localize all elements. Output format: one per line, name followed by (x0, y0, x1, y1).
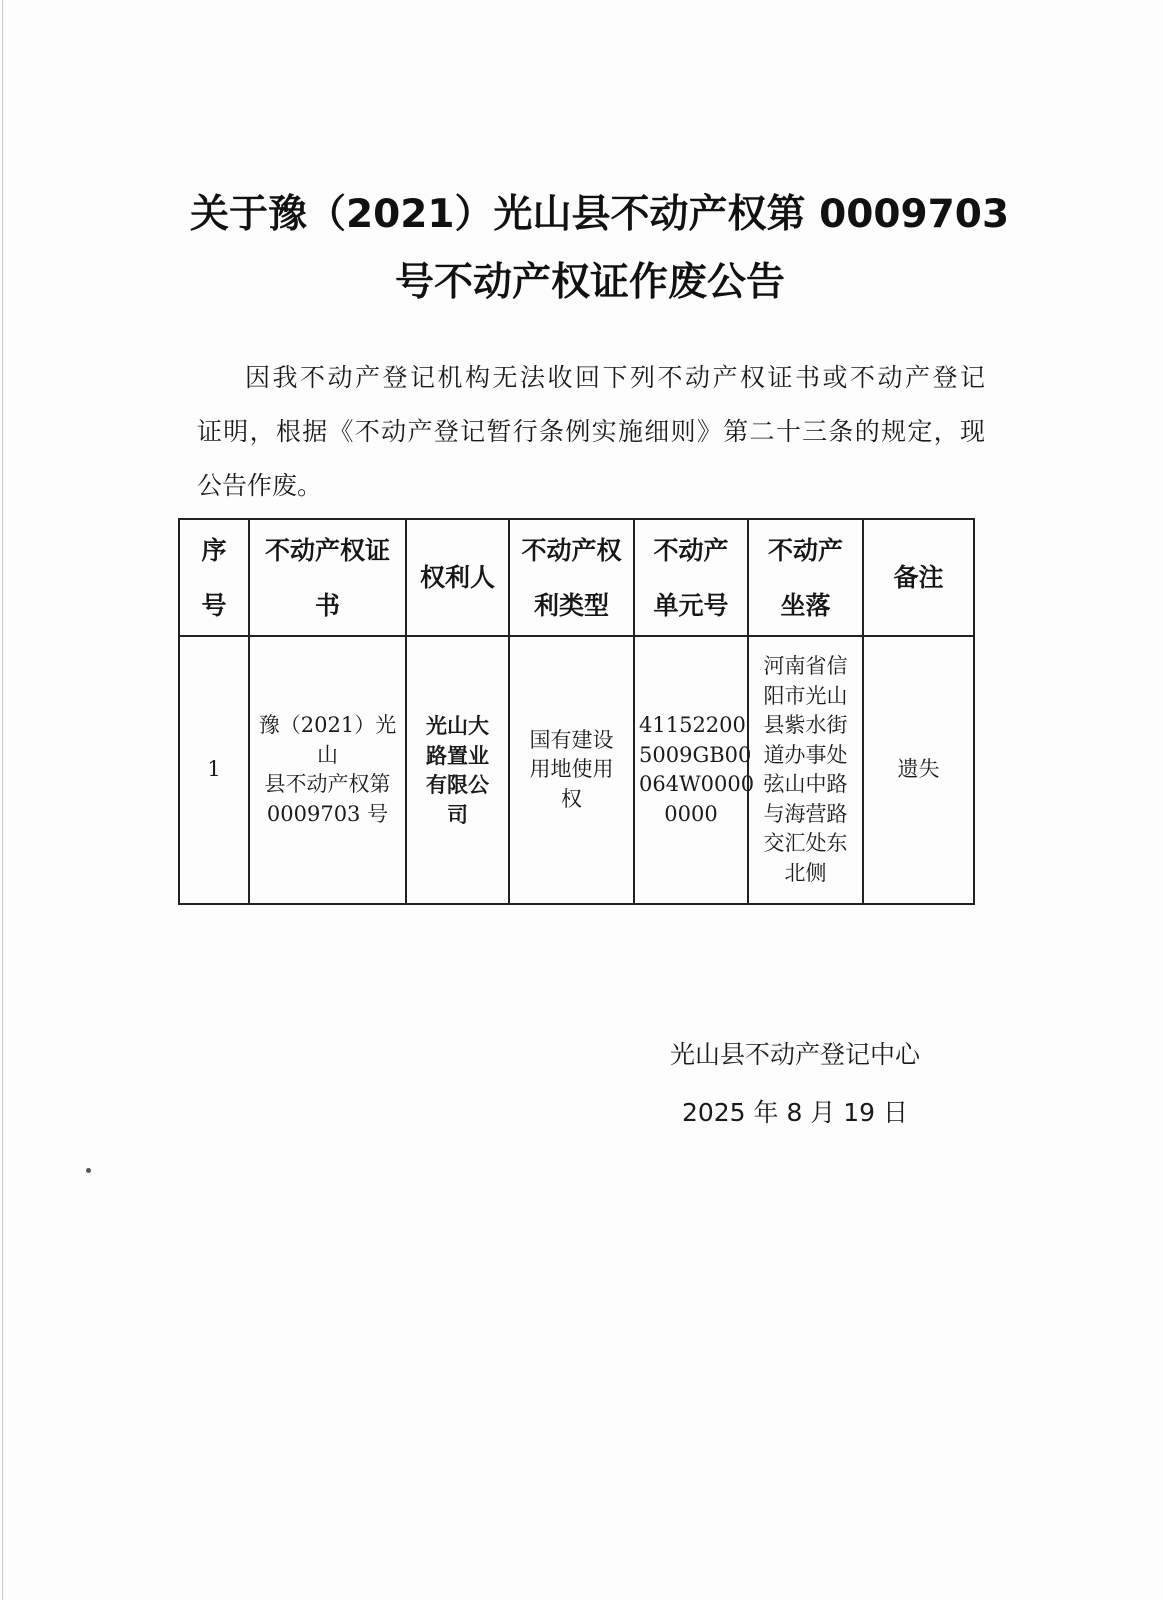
notice-title (190, 181, 1010, 317)
issue-date: 2025 年 8 月 19 日 (681, 1098, 909, 1127)
certificate-table (178, 518, 975, 905)
header-index: 序 号 (179, 519, 249, 636)
scan-edge (2, 0, 3, 1600)
paragraph-line-2: 证明，根据《不动产登记暂行条例实施细则》第二十三条的规定，现 (197, 417, 985, 446)
notice-body-paragraph (197, 351, 985, 513)
issuer-name: 光山县不动产登记中心 (669, 1040, 920, 1069)
cell-right-type: 国有建设 用地使用 权 (509, 636, 634, 904)
cell-certificate: 豫（2021）光山 县不动产权第 0009703 号 (249, 636, 406, 904)
table-row (179, 636, 974, 904)
cell-holder: 光山大 路置业 有限公 司 (406, 636, 509, 904)
signature-block (640, 1026, 950, 1142)
table-header-row (179, 519, 974, 636)
header-holder: 权利人 (406, 519, 509, 636)
header-location: 不动产 坐落 (748, 519, 863, 636)
header-remark: 备注 (863, 519, 974, 636)
title-line-2: 号不动产权证作废公告 (394, 260, 785, 305)
paragraph-line-3: 公告作废。 (197, 471, 323, 500)
header-right-type: 不动产权 利类型 (509, 519, 634, 636)
paragraph-line-1: 因我不动产登记机构无法收回下列不动产权证书或不动产登记 (245, 363, 985, 392)
scan-speck (86, 1168, 91, 1173)
cell-index: 1 (179, 636, 249, 904)
cell-remark: 遗失 (863, 636, 974, 904)
header-certificate: 不动产权证 书 (249, 519, 406, 636)
cell-location: 河南省信 阳市光山 县紫水街 道办事处 弦山中路 与海营路 交汇处东 北侧 (748, 636, 863, 904)
title-line-1: 关于豫（2021）光山县不动产权第 0009703 (190, 192, 1010, 237)
cell-unit-number: 41152200 5009GB00 064W0000 0000 (634, 636, 748, 904)
header-unit-number: 不动产 单元号 (634, 519, 748, 636)
